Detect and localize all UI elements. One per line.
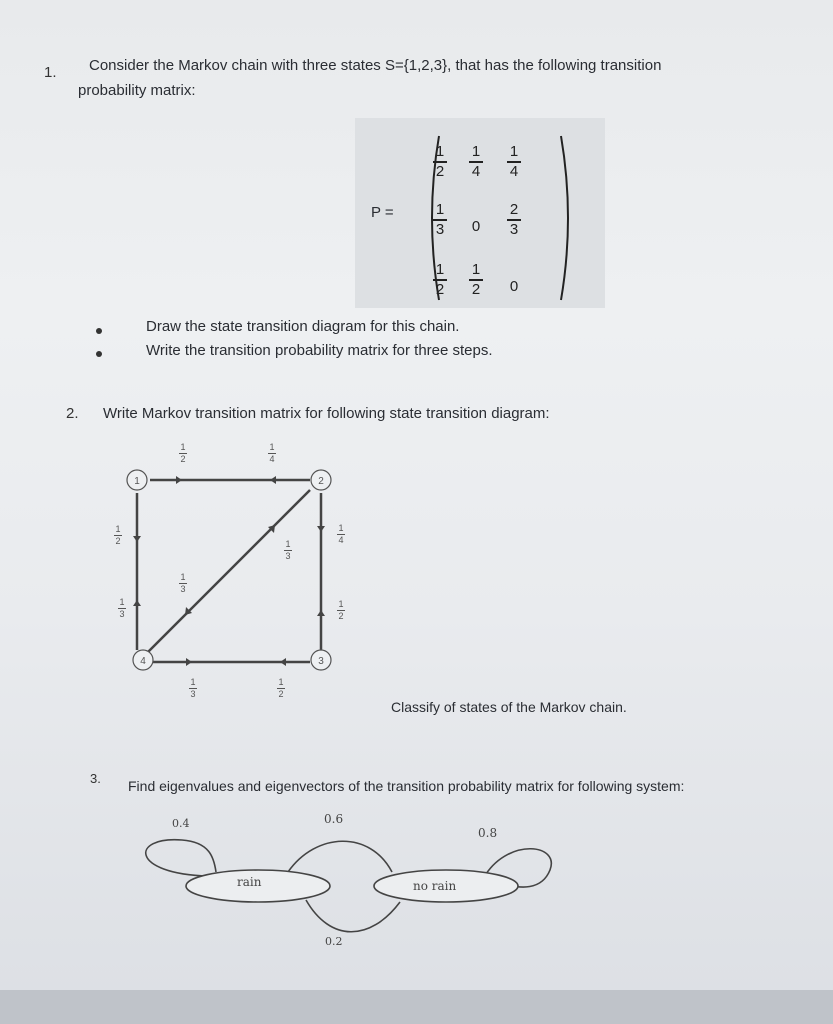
q1-text-line2: probability matrix:: [78, 82, 196, 99]
edge-label-diag-lower: 1 3: [180, 572, 186, 594]
matrix-cell: 1 4: [505, 144, 523, 180]
edge-label-top-right: 1 4: [269, 442, 275, 464]
matrix-cell: 1 4: [467, 144, 485, 180]
weather-markov-diagram: [130, 810, 570, 960]
node-2-label: 2: [318, 476, 324, 487]
matrix-cell: 0: [471, 218, 481, 235]
q2-text: Write Markov transition matrix for following state transition diagram:: [103, 405, 550, 422]
norain-to-rain-arc: [306, 900, 400, 932]
q2-classify: Classify of states of the Markov chain.: [391, 699, 627, 715]
edge-label-right-upper: 1 4: [338, 523, 344, 545]
q2-number: 2.: [66, 405, 79, 422]
node-3-label: 3: [318, 656, 324, 667]
matrix-cell: 0: [509, 278, 519, 295]
node-1-label: 1: [134, 476, 140, 487]
rain-self-loop: [146, 840, 216, 876]
bottom-edge-shadow: [0, 990, 833, 1024]
matrix-cell: 1 2: [467, 262, 485, 298]
q1-bullet-2: Write the transition probability matrix for three steps.: [146, 342, 493, 359]
label-top-transition: 0.6: [324, 812, 344, 826]
state-rain-label: rain: [237, 875, 262, 889]
matrix-panel: [355, 118, 605, 308]
matrix-cell: 1 3: [431, 202, 449, 238]
edge-label-left-lower: 1 3: [119, 597, 125, 619]
edge-label-bottom-left: 1 3: [190, 677, 196, 699]
edge-4-2: [148, 490, 310, 652]
bullet-dot: [96, 351, 102, 357]
state-no-rain-label: no rain: [413, 879, 457, 893]
rain-to-norain-arc: [288, 841, 392, 872]
edge-label-top-left: 1 2: [180, 442, 186, 464]
edge-label-left-upper: 1 2: [115, 524, 121, 546]
label-bottom-transition: 0.2: [325, 935, 343, 948]
matrix-cell: 1 2: [431, 144, 449, 180]
q1-bullet-1: Draw the state transition diagram for this chain.: [146, 318, 460, 335]
q1-text-line1: Consider the Markov chain with three states S={1,2,3}, that has the following transition: [89, 57, 662, 74]
q1-number: 1.: [44, 64, 57, 81]
edge-label-right-lower: 1 2: [338, 599, 344, 621]
node-4-label: 4: [140, 656, 146, 667]
q3-number: 3.: [90, 771, 101, 786]
state-transition-diagram: [110, 460, 350, 680]
matrix-label: P =: [371, 204, 394, 221]
edge-label-diag-upper: 1 3: [285, 539, 291, 561]
bullet-dot: [96, 328, 102, 334]
label-norain-self: 0.8: [478, 826, 498, 840]
q3-text: Find eigenvalues and eigenvectors of the transition probability matrix for following system:: [128, 778, 685, 794]
matrix-cell: 2 3: [505, 202, 523, 238]
edge-label-bottom-right: 1 2: [278, 677, 284, 699]
label-rain-self: 0.4: [172, 817, 190, 830]
matrix-cell: 1 2: [431, 262, 449, 298]
